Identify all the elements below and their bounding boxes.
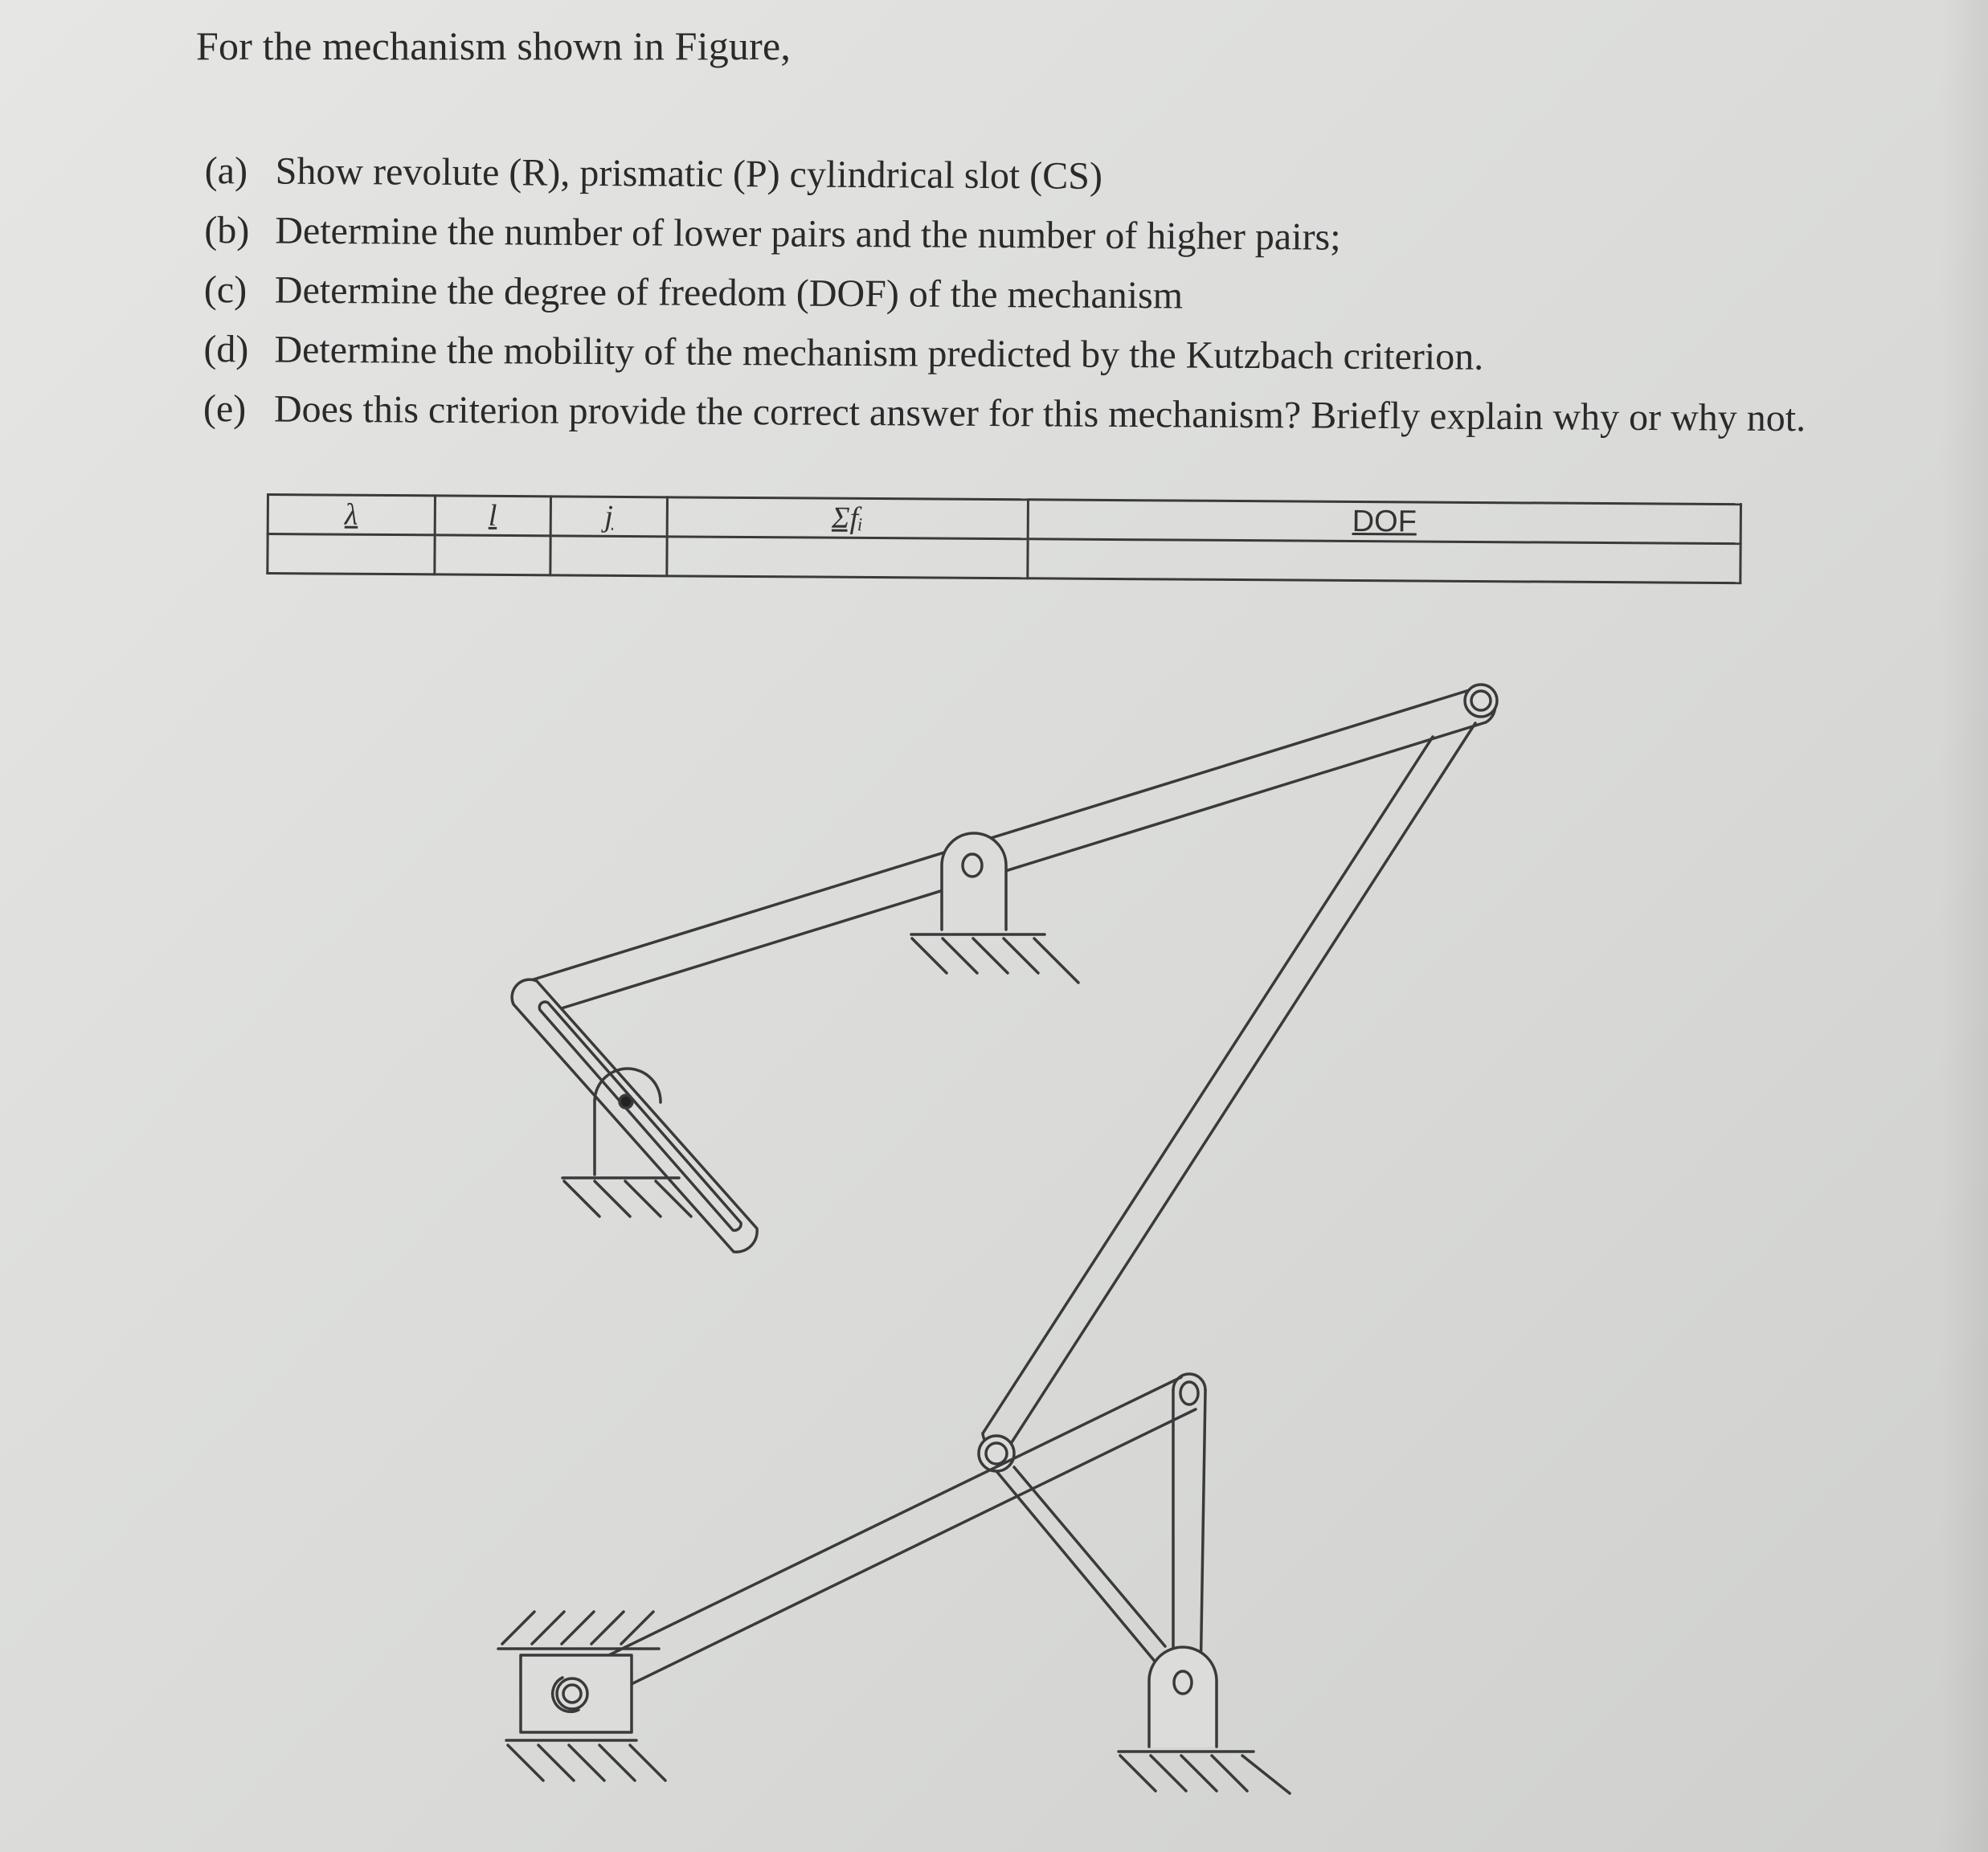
- lower-link: [553, 1377, 1196, 1711]
- header-lower-pairs: l: [435, 496, 551, 536]
- question-label: (a): [204, 149, 248, 193]
- header-sum-freedoms: Σfᵢ: [667, 497, 1029, 539]
- question-text: Determine the mobility of the mechanism predicted by the Kutzbach criterion.: [274, 328, 1484, 378]
- header-dof: DOF: [1028, 500, 1741, 544]
- diagonal-link: [983, 723, 1475, 1451]
- question-text: Does this criterion provide the correct answer for this mechanism? Briefly explain why or why not.: [273, 387, 1806, 440]
- question-label: (b): [204, 208, 250, 252]
- top-link: [524, 688, 1495, 1014]
- question-label: (c): [203, 268, 247, 312]
- question-text: Determine the number of lower pairs and the number of higher pairs;: [275, 209, 1341, 259]
- header-links: λ: [268, 495, 435, 535]
- question-label: (d): [203, 327, 249, 371]
- left-slider: [498, 1612, 665, 1780]
- question-label: (e): [202, 386, 247, 431]
- lower-diagonal-link: [996, 1467, 1165, 1668]
- header-joints: j: [550, 497, 667, 537]
- top-right-pin: [1465, 685, 1497, 717]
- right-ground-pivot: [1119, 1647, 1290, 1793]
- slotted-link: [512, 979, 757, 1252]
- intro-text: For the mechanism shown in Figure,: [196, 23, 792, 68]
- question-text: Determine the degree of freedom (DOF) of the mechanism: [274, 268, 1184, 317]
- vertical-rocker: [1173, 1374, 1205, 1682]
- question-text: Show revolute (R), prismatic (P) cylindrical slot (CS): [275, 149, 1103, 198]
